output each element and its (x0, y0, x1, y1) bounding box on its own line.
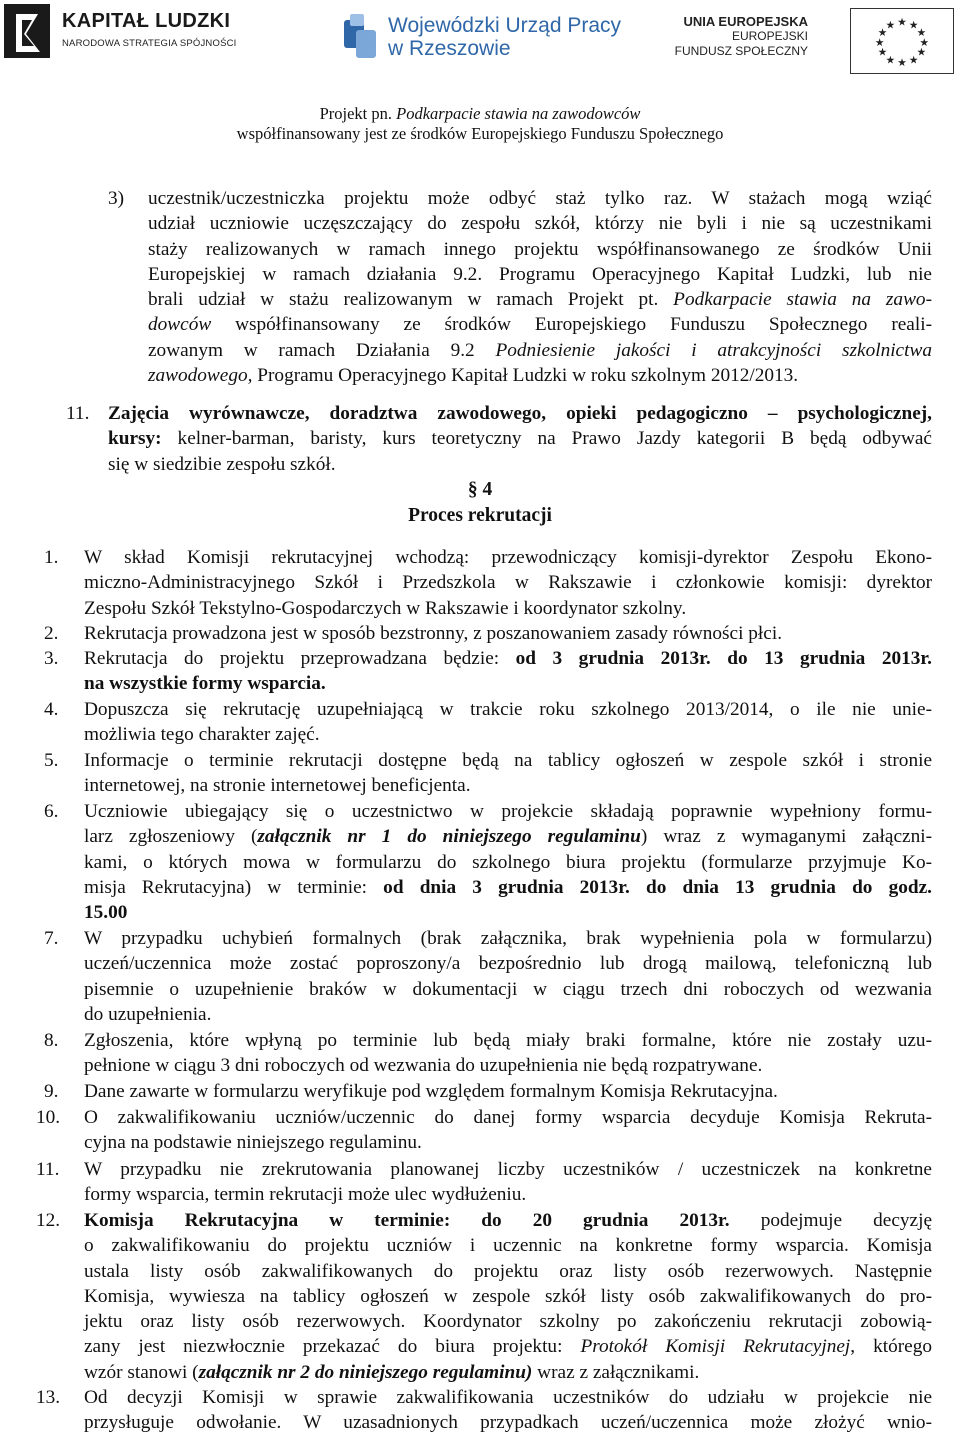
wup-rzeszow-logo (340, 12, 622, 62)
point-11-line-1: W przypadku nie zrekrutowania planowanej liczby uczestników / uczestniczek na konkretne (84, 1159, 932, 1180)
point-12-line-5: jektu oraz listy osób rezerwowych. Koordynator szkolny po zakończeniu rekrutacji zobowią- (84, 1311, 932, 1333)
item-11-line-2: kursy: kelner-barman, baristy, kurs teoretyczny na Prawo Jazdy kategorii B będą odbywać (108, 428, 932, 450)
point-12-line-7: wzór stanowi (załącznik nr 2 do niniejszego regulaminu) wraz z załącznikami. (84, 1361, 700, 1383)
point-4-line-2: możliwia tego charakter zajęć. (84, 724, 320, 746)
item-3-line-5: brali udział w stażu realizowanym w ramach Projekt pt. Podkarpacie stawia na zawo- (148, 289, 932, 311)
point-10-number: 10. (36, 1107, 61, 1128)
point-1-line-1: W skład Komisji rekrutacyjnej wchodzą: przewodniczący komisji-dyrektor Zespołu Ekono- (84, 547, 932, 568)
svg-text:★: ★ (908, 53, 919, 67)
point-13-line-2: przysługuje odwołanie. W uzasadnionych przypadkach uczeń/uczennica może złożyć wnio- (84, 1412, 932, 1434)
svg-text:★: ★ (877, 26, 888, 40)
point-3-number: 3. (44, 648, 59, 669)
point-1-line-3: Zespołu Szkół Tekstylno-Gospodarczych w Rakszawie i koordynator szkolny. (84, 597, 687, 619)
point-7-line-1: W przypadku uchybień formalnych (brak załącznika, brak wypełnienia pola w formularzu) (84, 928, 932, 949)
svg-text:★: ★ (874, 35, 885, 49)
item-11 (66, 401, 932, 477)
page-header (0, 0, 960, 90)
eu-line3: FUNDUSZ SPOŁECZNY (674, 44, 808, 58)
point-4-number: 4. (44, 699, 59, 720)
point-6-number: 6. (44, 801, 59, 822)
wup-title-line2: w Rzeszowie (388, 37, 511, 60)
svg-text:★: ★ (897, 56, 907, 70)
item-11-line-3: się w siedzibie zespołu szkół. (108, 453, 336, 475)
project-name: Podkarpacie stawia na zawodowców (396, 104, 641, 123)
section-title: Proces rekrutacji (408, 505, 552, 526)
point-11-line-2: formy wsparcia, termin rekrutacji może ulec wydłużeniu. (84, 1184, 527, 1206)
point-8-line-2: pełnione w ciągu 3 dni roboczych od wezwania do uzupełnienia nie będą rozpatrywane. (84, 1055, 763, 1077)
point-7-line-4: do uzupełnienia. (84, 1003, 212, 1025)
wup-title-line1: Wojewódzki Urząd Pracy (388, 14, 622, 37)
point-4-line-1: Dopuszcza się rekrutację uzupełniającą w trakcie roku szkolnego 2013/2014, o ile nie unie- (84, 699, 932, 720)
point-9 (44, 1079, 932, 1104)
item-11-line-1: Zajęcia wyrównawcze, doradztwa zawodowego, opieki pedagogiczno – psychologicznej, (108, 403, 932, 424)
point-4 (44, 697, 932, 748)
point-6-line-2: larz zgłoszeniowy (załącznik nr 1 do niniejszego regulaminu) wraz z wymaganymi załączni- (84, 826, 932, 848)
item-11-number: 11. (66, 403, 90, 424)
point-12-line-6: zany jest niezwłocznie przekazać do biura projektu: Protokół Komisji Rekrutacyjnej, którego (84, 1336, 932, 1358)
point-6-line-5: 15.00 (84, 902, 128, 924)
item-3-number: 3) (108, 188, 125, 209)
svg-text:★: ★ (885, 53, 896, 67)
item-3-line-4: Europejskiej w ramach działania 9.2. Programu Operacyjnego Kapitał Ludzki, lub nie (148, 263, 932, 285)
wup-emblem-icon (340, 12, 380, 62)
point-3-line-1: Rekrutacja do projektu przeprowadzana będzie: od 3 grudnia 2013r. do 13 grudnia 2013r. (84, 648, 932, 669)
point-8 (44, 1028, 932, 1079)
item-3-line-7: zowanym w ramach Działania 9.2 Podniesienie jakości i atrakcyjności szkolnictwa (148, 339, 932, 361)
point-2 (44, 621, 932, 646)
project-prefix: Projekt pn. (319, 104, 397, 123)
point-6-line-3: kami, o których mowa w formularzu do szkolnego biura projektu (formularze przyjmuje Ko- (84, 851, 932, 873)
point-10-line-2: cyjna na podstawie niniejszego regulaminu. (84, 1132, 422, 1154)
eu-flag-icon (850, 8, 954, 74)
point-6 (44, 799, 932, 925)
point-12-line-2: o zakwalifikowaniu do projektu uczniów i uczennic na konkretne formy wsparcia. Komisja (84, 1235, 932, 1257)
point-12-line-1: Komisja Rekrutacyjna w terminie: do 20 grudnia 2013r. podejmuje decyzję (84, 1210, 932, 1231)
kapital-ludzki-subtitle: NARODOWA STRATEGIA SPÓJNOŚCI (62, 38, 237, 49)
point-13-number: 13. (36, 1387, 61, 1408)
point-7-number: 7. (44, 928, 59, 949)
svg-text:★: ★ (916, 45, 927, 59)
kapital-ludzki-title: KAPITAŁ LUDZKI (62, 10, 231, 32)
item-3-line-3: staży realizowanych w ramach innego projektu współfinansowanego ze środków Unii (148, 238, 932, 260)
svg-text:★: ★ (916, 26, 927, 40)
point-1-line-2: miczno-Administracyjnego Szkół i Przedszkola w Rakszawie i członkowie komisji: dyrektor (84, 572, 932, 594)
point-5 (44, 748, 932, 799)
item-3-line-2: udział uczniowie uczęszczający do zespołu szkół, którzy nie byli i nie są uczestnikami (148, 213, 932, 235)
point-9-line-1: Dane zawarte w formularzu weryfikuje pod względem formalnym Komisja Rekrutacyjna. (84, 1081, 778, 1102)
eu-line2: EUROPEJSKI (731, 29, 808, 43)
point-8-line-1: Zgłoszenia, które wpłyną po terminie lub będą miały braki formalne, które nie zostały uzu- (84, 1030, 932, 1051)
point-5-number: 5. (44, 750, 59, 771)
point-8-number: 8. (44, 1030, 59, 1051)
eu-efs-logo (670, 8, 956, 72)
item-3-line-8: zawodowego, Programu Operacyjnego Kapitał Ludzki w roku szkolnym 2012/2013. (148, 365, 799, 387)
item-3-line-1: uczestnik/uczestniczka projektu może odbyć staż tylko raz. W stażach mogą wziąć (148, 188, 932, 209)
svg-text:★: ★ (908, 18, 919, 32)
point-2-line-1: Rekrutacja prowadzona jest w sposób bezstronny, z poszanowaniem zasady równości płci. (84, 623, 783, 644)
point-9-number: 9. (44, 1081, 59, 1102)
point-13-line-1: Od decyzji Komisji w sprawie zakwalifikowania uczestników do udziału w projekcie nie (84, 1387, 932, 1408)
svg-text:★: ★ (877, 45, 888, 59)
point-13 (36, 1385, 932, 1436)
point-1 (44, 545, 932, 621)
point-2-number: 2. (44, 623, 59, 644)
kapital-ludzki-logo (4, 4, 237, 64)
point-6-line-4: misja Rekrutacyjna) w terminie: od dnia 3 grudnia 2013r. do dnia 13 grudnia do godz. (84, 876, 932, 898)
point-12-number: 12. (36, 1210, 61, 1231)
svg-text:★: ★ (885, 18, 896, 32)
point-3-line-2: na wszystkie formy wsparcia. (84, 673, 326, 695)
svg-text:★: ★ (897, 15, 907, 29)
point-7 (44, 926, 932, 1027)
point-3 (44, 646, 932, 697)
eu-text-block (675, 14, 808, 59)
point-11-number: 11. (36, 1159, 60, 1180)
project-name-line (0, 104, 960, 124)
item-3-line-6: dowców współfinansowany ze środków Europejskiego Funduszu Społecznego reali- (148, 314, 932, 336)
point-5-line-2: internetowej, na stronie internetowej beneficjenta. (84, 775, 471, 797)
cofinance-line: współfinansowany jest ze środków Europejskiego Funduszu Społecznego (236, 124, 724, 143)
item-3 (108, 186, 932, 388)
point-12 (36, 1208, 932, 1385)
point-12-line-3: ustala listy osób zakwalifikowanych do projektu oraz listy osób rezerwowych. Następnie (84, 1260, 932, 1282)
point-12-line-4: Komisja, wywiesza na tablicy ogłoszeń w zespole szkół listy osób zakwalifikowanych do pro- (84, 1285, 932, 1307)
point-1-number: 1. (44, 547, 59, 568)
point-10-line-1: O zakwalifikowaniu uczniów/uczennic do danej formy wsparcia decyduje Komisja Rekruta- (84, 1107, 932, 1128)
svg-text:★: ★ (919, 35, 930, 49)
point-7-line-3: pisemnie o uzupełnienie braków w dokumentacji w ciągu trzech dni roboczych od wezwania (84, 978, 932, 1000)
section-number: § 4 (467, 479, 493, 500)
point-11 (36, 1157, 932, 1208)
point-5-line-1: Informacje o terminie rekrutacji dostępne będą na tablicy ogłoszeń w zespole szkół i stronie (84, 750, 932, 771)
kapital-ludzki-mark-icon (4, 4, 54, 62)
point-7-line-2: uczeń/uczennica może zostać poproszony/a bezpośrednio lub drogą mailową, telefoniczną lub (84, 953, 932, 975)
point-6-line-1: Uczniowie ubiegający się o uczestnictwo w projekcie składają poprawnie wypełniony formu- (84, 801, 932, 822)
eu-line1: UNIA EUROPEJSKA (683, 14, 808, 29)
point-10 (36, 1105, 932, 1156)
